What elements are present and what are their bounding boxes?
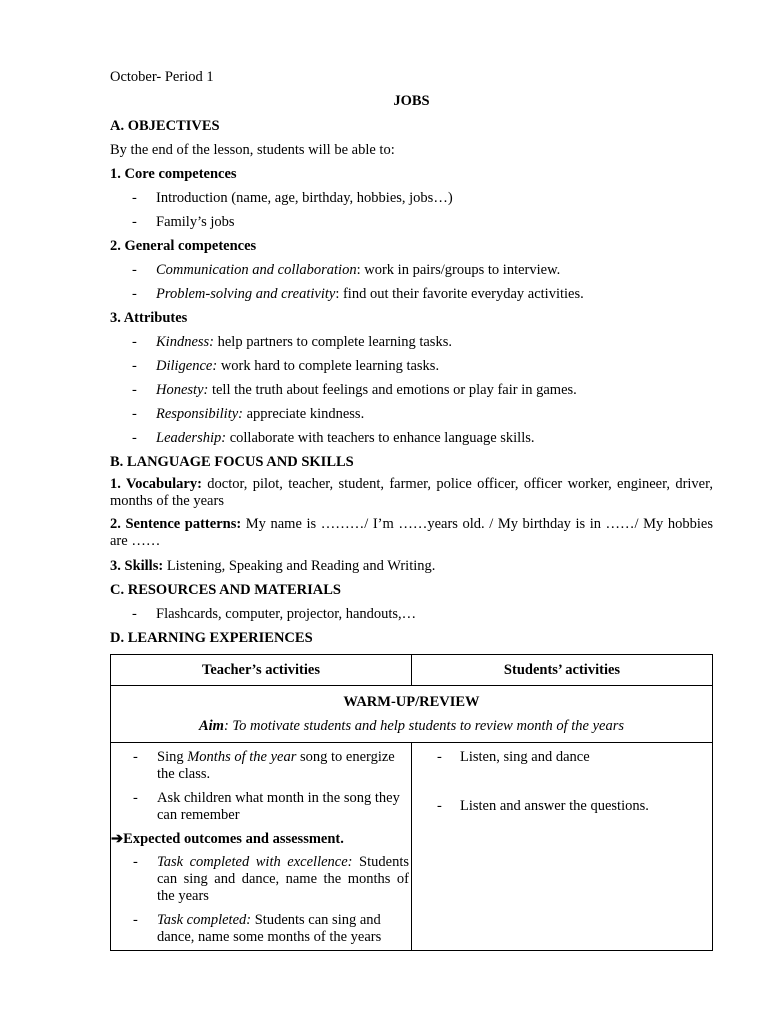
attribute-item [110, 380, 713, 400]
warmup-row [111, 686, 713, 743]
attribute-text: help partners to complete learning tasks. [214, 334, 452, 350]
sentence-patterns-paragraph [110, 516, 713, 550]
vocabulary-label: 1. Vocabulary: [110, 476, 202, 492]
teacher-activities-cell [111, 743, 412, 951]
section-a-heading: A. OBJECTIVES [110, 118, 220, 134]
core-competences-heading: 1. Core competences [110, 166, 237, 182]
core-item: - Family’s jobs [110, 212, 713, 232]
attribute-item [110, 404, 713, 424]
general-item-term: Communication and collaboration [156, 262, 357, 278]
sentence-patterns-text: My name is ………/ I’m ……years old. / My birthday is in ……/ My hobbies are …… [110, 516, 713, 549]
vocabulary-text: doctor, pilot, teacher, student, farmer, police officer, officer worker, engineer, driver, months of the years [110, 476, 713, 509]
general-item [110, 284, 713, 304]
resource-item: - Flashcards, computer, projector, handouts,… [110, 604, 713, 624]
attribute-text: work hard to complete learning tasks. [217, 358, 440, 374]
skills-text: Listening, Speaking and Reading and Writing. [163, 558, 436, 574]
attribute-term: Honesty: [156, 382, 209, 398]
attributes-heading: 3. Attributes [110, 310, 188, 326]
objectives-intro: By the end of the lesson, students will be able to: [110, 142, 395, 158]
general-item-term: Problem-solving and creativity [156, 286, 336, 302]
section-c-heading: C. RESOURCES AND MATERIALS [110, 582, 341, 598]
warmup-cell [111, 686, 713, 743]
document-title: JOBS [393, 93, 430, 109]
attribute-term: Responsibility: [156, 406, 243, 422]
attribute-term: Diligence: [156, 358, 218, 374]
learning-experiences-table [110, 654, 713, 951]
warmup-title: WARM-UP/REVIEW [343, 694, 480, 710]
assessment-text: Students can sing and dance, name the months of the years [157, 854, 410, 904]
attribute-text: appreciate kindness. [243, 406, 365, 422]
skills-paragraph [110, 556, 713, 576]
general-competences-heading: 2. General competences [110, 238, 257, 254]
teacher-activity-text: song to energize the class. [157, 749, 395, 782]
teacher-activity-item: - Ask children what month in the song they can remember [111, 790, 409, 824]
students-activities-cell [412, 743, 713, 951]
attribute-item [110, 332, 713, 352]
assessment-item [111, 912, 409, 946]
teacher-activity-text: Sing [157, 749, 188, 765]
assessment-text: Students can sing and dance, name some months of the years [157, 912, 382, 945]
activities-row [111, 743, 713, 951]
table-header-row [111, 655, 713, 686]
aim-label: Aim [198, 718, 224, 734]
expected-outcomes-line [111, 831, 409, 848]
attribute-term: Kindness: [156, 334, 214, 350]
teacher-activities-header: Teacher’s activities [111, 655, 412, 686]
lesson-plan-document [110, 67, 713, 951]
aim-text: : To motivate students and help students to review month of the years [223, 718, 625, 734]
general-item [110, 260, 713, 280]
expected-outcomes-heading: Expected outcomes and assessment. [123, 831, 344, 847]
student-activity-item: - Listen, sing and dance [412, 749, 710, 766]
attribute-item [110, 356, 713, 376]
sentence-patterns-label: 2. Sentence patterns: [110, 516, 242, 532]
song-title: Months of the year [187, 749, 297, 765]
attribute-item [110, 428, 713, 448]
skills-label: 3. Skills: [110, 558, 164, 574]
assessment-label: Task completed: [157, 912, 252, 928]
core-item: - Introduction (name, age, birthday, hobbies, jobs…) [110, 188, 713, 208]
section-b-heading: B. LANGUAGE FOCUS AND SKILLS [110, 454, 354, 470]
attribute-text: tell the truth about feelings and emotions or play fair in games. [208, 382, 577, 398]
period-label: October- Period 1 [110, 69, 214, 85]
teacher-activity-item [111, 749, 409, 783]
student-activity-item: - Listen and answer the questions. [412, 798, 710, 815]
section-d-heading: D. LEARNING EXPERIENCES [110, 630, 313, 646]
attribute-term: Leadership: [156, 430, 227, 446]
students-activities-header: Students’ activities [412, 655, 713, 686]
aim-line [115, 716, 708, 736]
arrow-icon: ➔ [111, 831, 124, 847]
vocabulary-paragraph [110, 476, 713, 510]
general-item-text: : work in pairs/groups to interview. [356, 262, 561, 278]
general-item-text: : find out their favorite everyday activities. [335, 286, 584, 302]
assessment-label: Task completed with excellence: [157, 854, 353, 870]
attribute-text: collaborate with teachers to enhance language skills. [226, 430, 535, 446]
assessment-item [111, 854, 409, 905]
